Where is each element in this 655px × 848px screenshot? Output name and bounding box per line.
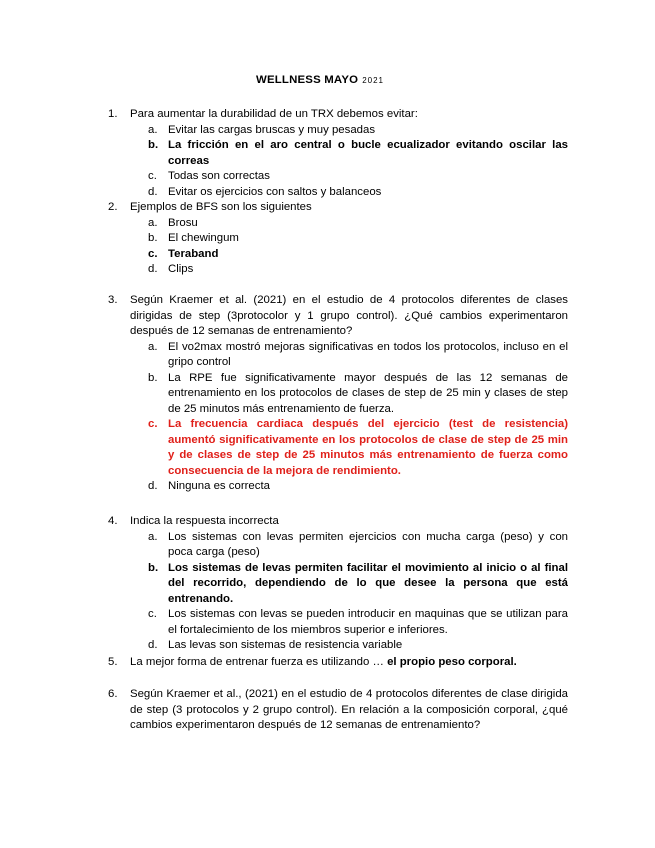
option-list bbox=[108, 123, 568, 201]
option-letter: b. bbox=[148, 371, 158, 384]
option-letter: b. bbox=[148, 232, 158, 244]
option-list bbox=[108, 340, 568, 495]
option-a bbox=[108, 340, 568, 371]
option-text: La frecuencia cardiaca después del ejercicio (test de resistencia) aumentó significativamente en los protocolos de clase de step de 25 min y de clases de step de 25 minutos más entrenamiento de fuerza como consecuencia de la mejora de rendimiento. bbox=[168, 418, 568, 477]
option-text: Clips bbox=[168, 263, 194, 275]
question-stem: Para aumentar la durabilidad de un TRX debemos evitar: bbox=[130, 108, 418, 120]
title-text: WELLNESS MAYO bbox=[256, 74, 359, 86]
option-b bbox=[108, 561, 568, 608]
option-text: Los sistemas de levas permiten facilitar el movimiento al inicio o al final del recorrido, dependiendo de lo que desee la persona que está entrenando. bbox=[168, 561, 568, 605]
question-answer: el propio peso corporal. bbox=[387, 656, 517, 668]
option-letter: d. bbox=[148, 639, 158, 651]
option-d bbox=[108, 185, 568, 201]
option-letter: c. bbox=[148, 170, 157, 182]
option-letter: a. bbox=[148, 216, 158, 229]
option-letter: a. bbox=[148, 530, 158, 543]
option-text: Los sistemas con levas se pueden introducir en maquinas que se utilizan para el fortalecimiento de los miembros superior e inferiores. bbox=[168, 608, 568, 636]
option-letter: a. bbox=[148, 123, 158, 136]
option-d bbox=[108, 638, 568, 654]
option-letter: b. bbox=[148, 561, 159, 574]
option-a bbox=[108, 216, 568, 232]
option-text: El vo2max mostró mejoras significativas en todos los protocolos, incluso en el gripo control bbox=[168, 340, 568, 368]
question-stem: Según Kraemer et al. (2021) en el estudio de 4 protocolos diferentes de clases dirigidas de step (3protocolor y 1 grupo control). ¿Qué cambios experimentaron después de 12 semanas de entrenamiento? bbox=[130, 294, 568, 337]
question-2 bbox=[108, 200, 568, 278]
option-letter: c. bbox=[148, 247, 158, 260]
option-a bbox=[108, 530, 568, 561]
option-text: La RPE fue significativamente mayor después de las 12 semanas de entrenamiento en los protocolos de clases de step de 25 min y clases de step de 25 minutos más entrenamiento de fuerza. bbox=[168, 371, 568, 415]
option-a bbox=[108, 123, 568, 139]
question-stem: Según Kraemer et al., (2021) en el estudio de 4 protocolos diferentes de clase dirigida de step (3 protocolos y 2 grupo control). En relación a la composición corporal, ¿qué cambios experimentaron después de 12 semanas de entrenamiento? bbox=[130, 688, 568, 731]
option-text: Las levas son sistemas de resistencia variable bbox=[168, 639, 403, 651]
option-letter: d. bbox=[148, 263, 158, 275]
option-text: Los sistemas con levas permiten ejercicios con mucha carga (peso) y con poca carga (peso) bbox=[168, 530, 568, 558]
option-list bbox=[108, 530, 568, 654]
option-text: Todas son correctas bbox=[168, 170, 270, 182]
option-text: Evitar las cargas bruscas y muy pesadas bbox=[168, 123, 376, 136]
option-text: Teraband bbox=[168, 247, 219, 260]
option-letter: d. bbox=[148, 480, 158, 492]
question-stem: Indica la respuesta incorrecta bbox=[130, 515, 279, 527]
question-number: 3. bbox=[108, 294, 118, 306]
question-number: 4. bbox=[108, 515, 118, 527]
question-number: 6. bbox=[108, 688, 118, 700]
question-6 bbox=[108, 687, 568, 734]
title-year: 2021 bbox=[362, 76, 384, 85]
question-1 bbox=[108, 107, 568, 200]
option-letter: c. bbox=[148, 418, 158, 430]
question-number: 1. bbox=[108, 108, 118, 120]
option-letter: c. bbox=[148, 608, 157, 620]
question-3 bbox=[108, 293, 568, 495]
question-4 bbox=[108, 514, 568, 654]
option-d bbox=[108, 479, 568, 495]
option-c bbox=[108, 247, 568, 263]
option-c-highlighted bbox=[108, 417, 568, 479]
option-b bbox=[108, 138, 568, 169]
option-list bbox=[108, 216, 568, 278]
option-text: Evitar os ejercicios con saltos y balanceos bbox=[168, 185, 382, 198]
option-letter: a. bbox=[148, 340, 158, 353]
question-stem-text: La mejor forma de entrenar fuerza es utilizando … bbox=[130, 656, 384, 668]
option-text: Ninguna es correcta bbox=[168, 480, 270, 492]
option-text: La fricción en el aro central o bucle ecualizador evitando oscilar las correas bbox=[168, 139, 568, 167]
option-d bbox=[108, 262, 568, 278]
option-text: El chewingum bbox=[168, 232, 239, 244]
question-stem: Ejemplos de BFS son los siguientes bbox=[130, 201, 312, 213]
option-b bbox=[108, 371, 568, 418]
question-stem bbox=[130, 655, 568, 671]
question-number: 5. bbox=[108, 656, 118, 668]
option-c bbox=[108, 169, 568, 185]
option-letter: d. bbox=[148, 185, 158, 198]
option-text: Brosu bbox=[168, 216, 198, 229]
question-number: 2. bbox=[108, 201, 118, 213]
option-letter: b. bbox=[148, 139, 159, 151]
question-5 bbox=[108, 655, 568, 671]
option-c bbox=[108, 607, 568, 638]
document-title bbox=[0, 74, 640, 86]
option-b bbox=[108, 231, 568, 247]
